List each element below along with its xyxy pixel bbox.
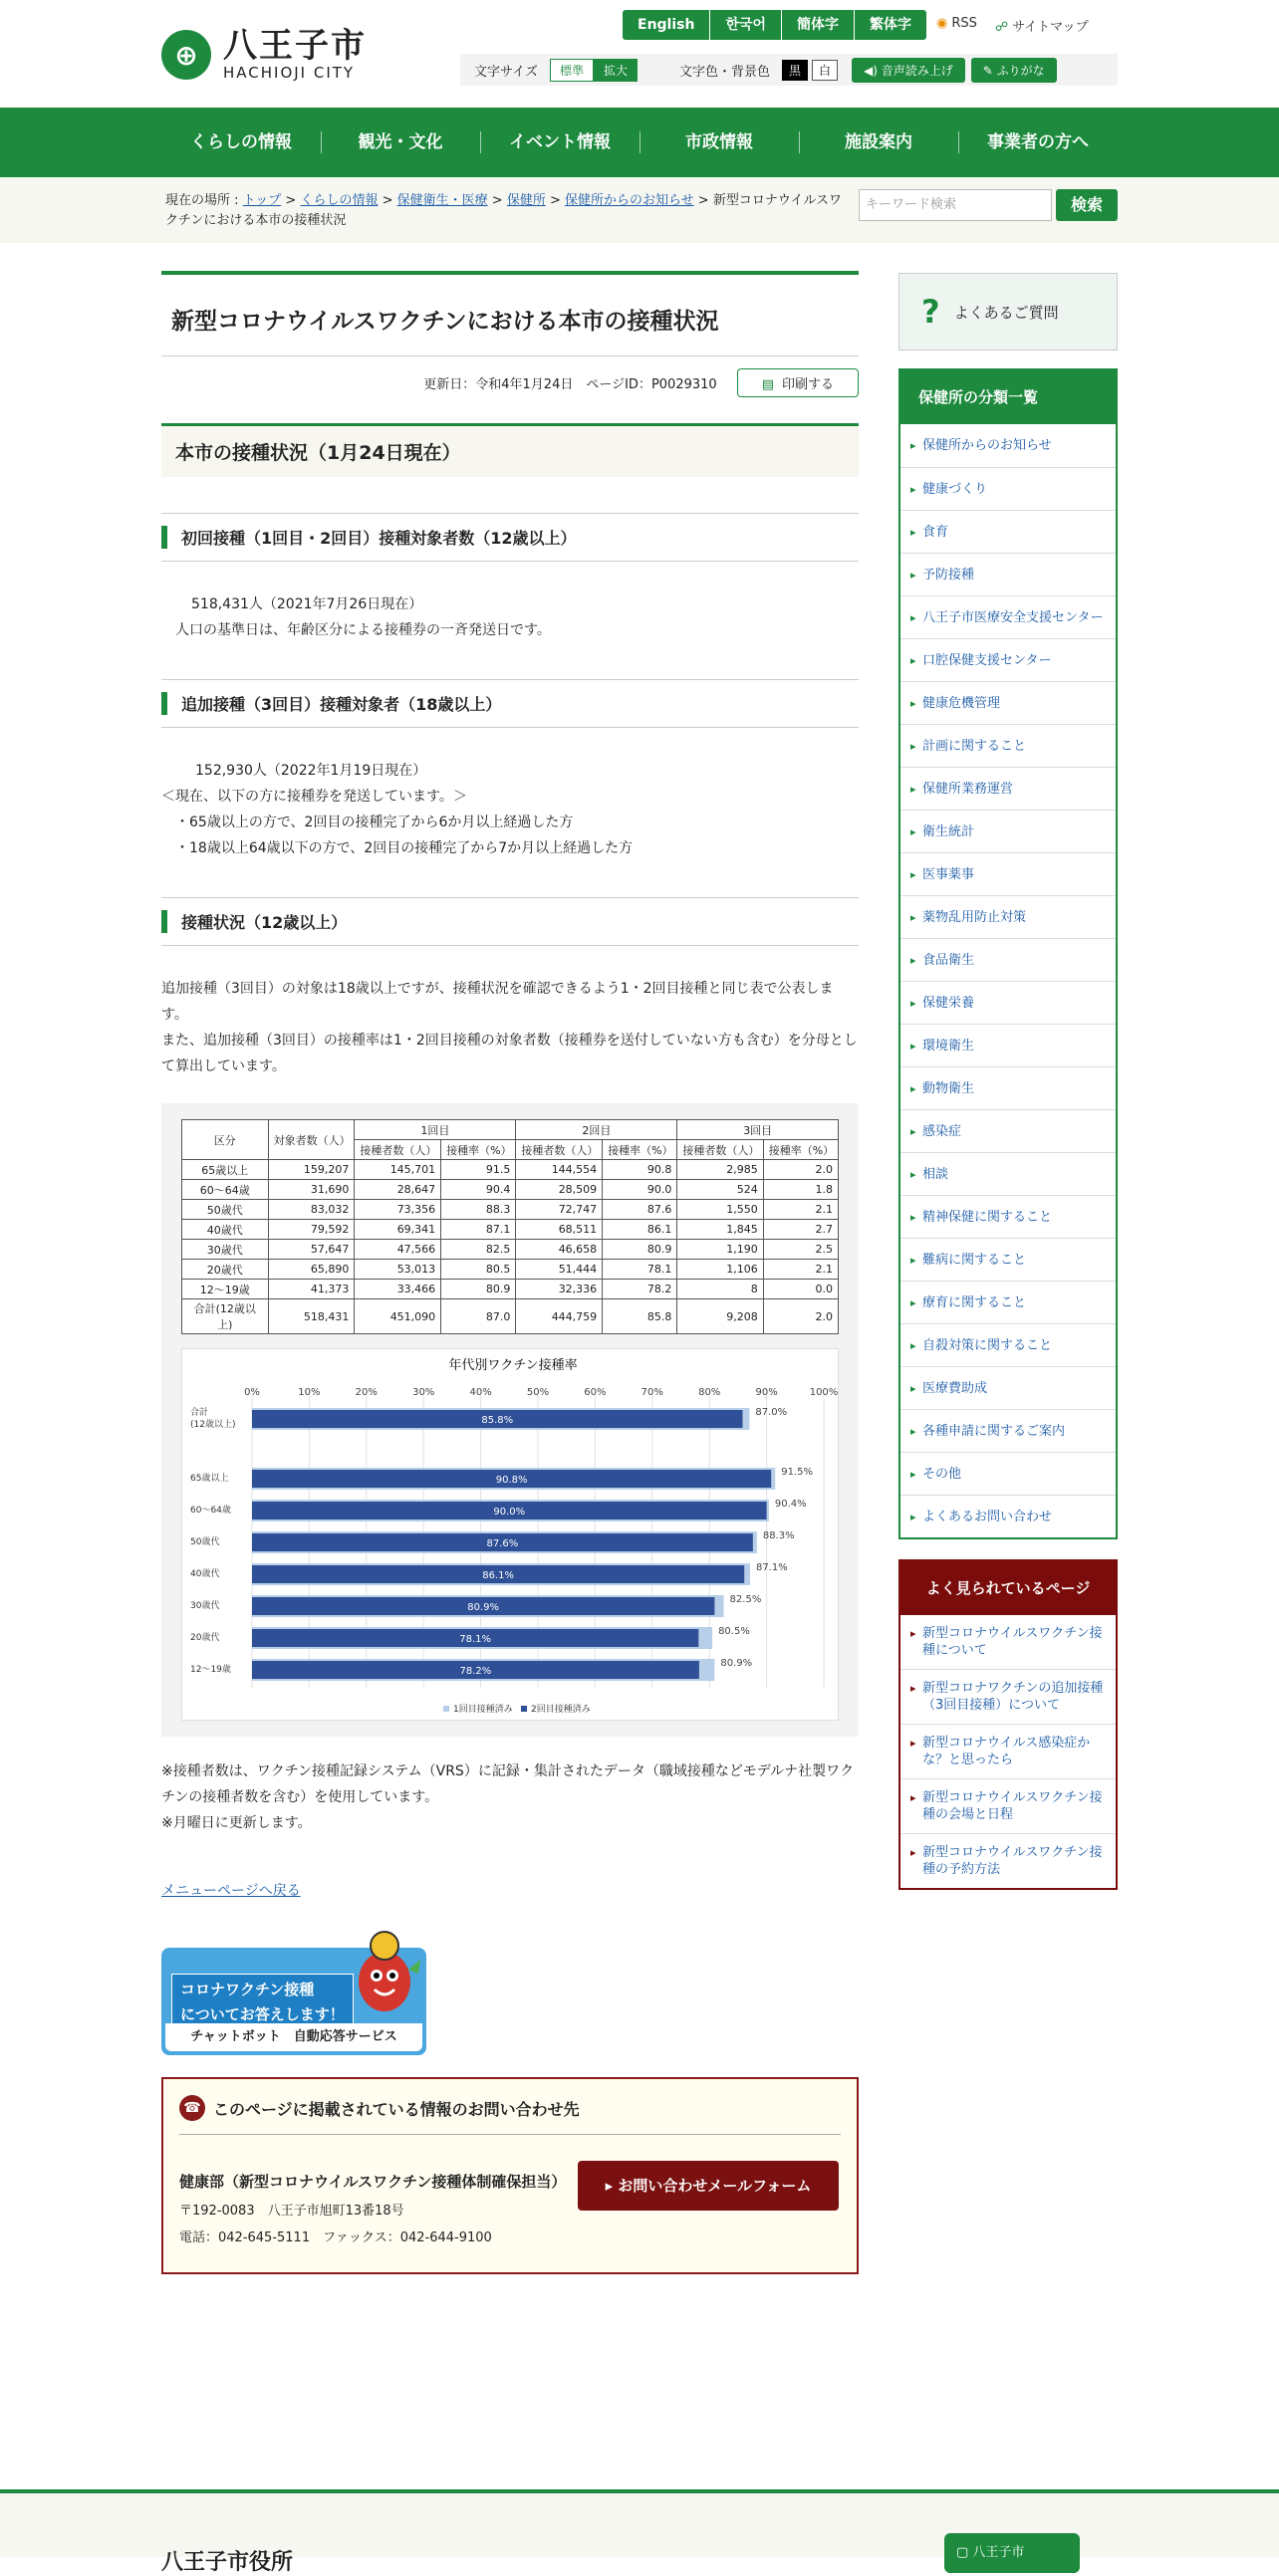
logo-title: 八王子市 [223, 26, 367, 66]
chart-svg [182, 1349, 844, 1722]
popular-link[interactable]: ▸ 新型コロナウイルスワクチン接種の会場と日程 [900, 1778, 1116, 1833]
category-label: 20歳代 [190, 1633, 220, 1643]
notes: ※接種者数は、ワクチン接種記録システム（VRS）に記録・集計されたデータ（職域接種などモデルナ社製ワクチンの接種者数を含む）を使用しています。 ※月曜日に更新します。 [161, 1763, 855, 1831]
table-cell: 1,190 [677, 1240, 763, 1260]
status-figure [161, 1103, 859, 1737]
language-switcher [623, 10, 926, 40]
table-cell: 28,647 [355, 1180, 441, 1200]
color-white-button[interactable]: 白 [812, 60, 838, 81]
th-rate: 接種率（%） [441, 1140, 516, 1160]
accessibility-toolbar [460, 54, 1118, 86]
table-cell: 80.9 [603, 1240, 677, 1260]
table-row [182, 1260, 839, 1280]
category-link[interactable]: ▸ 薬物乱用防止対策 [900, 895, 1116, 938]
page-meta [161, 368, 859, 397]
category-link[interactable]: ▸ 医事薬事 [900, 852, 1116, 895]
table-cell: 28,509 [516, 1180, 603, 1200]
table-cell: 524 [677, 1180, 763, 1200]
table-row-label: 12〜19歳 [182, 1280, 269, 1299]
bar-label-dose2: 90.8% [495, 1475, 528, 1486]
main-content [161, 271, 859, 2274]
category-list [900, 424, 1116, 1537]
footer-name: 八王子市役所 [161, 2550, 294, 2575]
table-cell: 87.0 [441, 1299, 516, 1334]
table-row [182, 1220, 839, 1240]
table-cell: 90.8 [603, 1160, 677, 1180]
crumb-living[interactable]: くらしの情報 [300, 193, 379, 208]
th-rate: 接種率（%） [603, 1140, 677, 1160]
category-label: 合計 [190, 1408, 209, 1418]
table-row-label: 60〜64歳 [182, 1180, 269, 1200]
contact-phone: 電話：042-645-5111 ファックス：042-644-9100 [179, 2230, 492, 2245]
rss-icon: ◉ [936, 16, 948, 31]
table-cell: 1.8 [763, 1180, 838, 1200]
th-rate: 接種率（%） [763, 1140, 838, 1160]
table-cell: 90.0 [603, 1180, 677, 1200]
print-button[interactable]: ▤ 印刷する [737, 368, 859, 397]
lang-traditional-chinese[interactable]: 繁体字 [855, 10, 926, 40]
color-black-button[interactable]: 黒 [782, 60, 808, 81]
logo-subtitle: HACHIOJI CITY [223, 64, 356, 82]
th-count: 接種者数（人） [677, 1140, 763, 1160]
global-nav [0, 108, 1279, 177]
category-link[interactable]: ▸ 相談 [900, 1152, 1116, 1195]
breadcrumb-bar [0, 177, 1279, 243]
sidebar [898, 273, 1118, 1890]
sitemap-icon: ☍ [994, 20, 1009, 35]
x-tick-label: 40% [469, 1387, 492, 1398]
table-cell: 159,207 [268, 1160, 355, 1180]
read-aloud-button[interactable]: ◀) 音声読み上げ [852, 58, 965, 83]
category-link[interactable]: ▸ 自殺対策に関すること [900, 1323, 1116, 1366]
lang-simplified-chinese[interactable]: 簡体字 [782, 10, 855, 40]
category-heading: 保健所の分類一覧 [900, 370, 1116, 424]
furigana-button[interactable]: ✎ ふりがな [971, 58, 1057, 83]
th-dose3: 3回目 [677, 1120, 839, 1140]
bar-label-dose1: 87.1% [755, 1562, 788, 1573]
table-cell: 87.1 [441, 1220, 516, 1240]
table-cell: 80.5 [441, 1260, 516, 1280]
th-count: 接種者数（人） [355, 1140, 441, 1160]
gnav-tourism[interactable]: 観光・文化 [321, 108, 480, 177]
chatbot-title: コロナワクチン接種 についてお答えします！ [171, 1974, 354, 2031]
category-link[interactable]: ▸ 口腔保健支援センター [900, 638, 1116, 681]
gnav-events[interactable]: イベント情報 [480, 108, 640, 177]
question-icon: ? [921, 293, 940, 331]
gnav-business[interactable]: 事業者の方へ [958, 108, 1118, 177]
printer-icon: ▤ [761, 377, 774, 392]
table-cell: 87.6 [603, 1200, 677, 1220]
table-cell: 83,032 [268, 1200, 355, 1220]
gnav-living[interactable]: くらしの情報 [190, 132, 292, 152]
popular-box [898, 1559, 1118, 1890]
bar-label-dose1: 80.9% [720, 1658, 753, 1669]
chatbot-banner[interactable] [161, 1930, 426, 2055]
crumb-health[interactable]: 保健衛生・医療 [396, 193, 488, 208]
table-cell: 91.5 [441, 1160, 516, 1180]
table-cell: 41,373 [268, 1280, 355, 1299]
vaccination-table [181, 1119, 839, 1334]
site-header [0, 0, 1279, 108]
crumb-top[interactable]: トップ [242, 193, 282, 208]
table-cell: 444,759 [516, 1299, 603, 1334]
table-row [182, 1160, 839, 1180]
bar-label-dose1: 82.5% [729, 1594, 762, 1605]
color-label: 文字色・背景色 [679, 64, 771, 80]
table-cell: 2.1 [763, 1260, 838, 1280]
x-tick-label: 90% [755, 1387, 778, 1398]
vaccination-chart [181, 1348, 839, 1721]
gnav-city-info[interactable]: 市政情報 [640, 108, 799, 177]
site-footer [0, 2489, 1279, 2575]
bar-label-dose2: 90.0% [493, 1507, 526, 1518]
table-cell: 144,554 [516, 1160, 603, 1180]
bar-label-dose1: 80.5% [718, 1626, 750, 1637]
bar-label-dose2: 78.2% [459, 1666, 492, 1677]
initial-dose-text: 518,431人（2021年7月26日現在） 人口の基準日は、年齢区分による接種券の一斉発送日です。 [175, 596, 551, 638]
table-cell: 46,658 [516, 1240, 603, 1260]
booster-text: 152,930人（2022年1月19日現在） ＜現在、以下の方に接種券を発送しています。＞ ・65歳以上の方で、2回目の接種完了から6か月以上経過した方 ・18歳以上64歳以下の方で、2回目の接種完了から7か月以上経過した方 [161, 763, 634, 856]
bar-label-dose2: 85.8% [481, 1415, 514, 1426]
lang-korean[interactable]: 한국어 [710, 10, 782, 40]
category-link[interactable]: ▸ 食品衛生 [900, 938, 1116, 981]
category-link[interactable]: ▸ 衛生統計 [900, 810, 1116, 852]
category-link[interactable]: ▸ 健康づくり [900, 467, 1116, 510]
table-row-label: 30歳代 [182, 1240, 269, 1260]
table-cell: 53,013 [355, 1260, 441, 1280]
lang-english[interactable]: English [623, 10, 710, 40]
table-cell: 451,090 [355, 1299, 441, 1334]
table-cell: 79,592 [268, 1220, 355, 1240]
updated-date: 更新日：令和4年1月24日 ページID：P0029310 [423, 377, 717, 392]
table-row [182, 1200, 839, 1220]
category-label: 30歳代 [190, 1601, 220, 1611]
popular-heading: よく見られているページ [900, 1561, 1116, 1615]
table-cell: 88.3 [441, 1200, 516, 1220]
category-link[interactable]: ▸ 各種申請に関するご案内 [900, 1409, 1116, 1452]
x-tick-label: 100% [809, 1387, 839, 1398]
contact-box [161, 2077, 859, 2274]
site-logo[interactable] [161, 28, 367, 82]
table-cell: 2.0 [763, 1299, 838, 1334]
popular-link[interactable]: ▸ 新型コロナワクチンの追加接種（3回目接種）について [900, 1669, 1116, 1724]
category-label: 40歳代 [190, 1569, 220, 1579]
table-cell: 90.4 [441, 1180, 516, 1200]
contact-heading: ☎ このページに掲載されている情報のお問い合わせ先 [179, 2097, 841, 2135]
subsection-initial-dose: 初回接種（1回目・2回目）接種対象者数（12歳以上） [161, 513, 859, 562]
x-tick-label: 10% [298, 1387, 321, 1398]
table-cell: 0.0 [763, 1280, 838, 1299]
legend-swatch-dose1 [443, 1706, 449, 1712]
table-cell: 33,466 [355, 1280, 441, 1299]
table-cell: 8 [677, 1280, 763, 1299]
popular-link[interactable]: ▸ 新型コロナウイルスワクチン接種の予約方法 [900, 1833, 1116, 1888]
category-label: 65歳以上 [190, 1474, 229, 1484]
section-heading: 本市の接種状況（1月24日現在） [161, 423, 859, 477]
table-cell: 72,747 [516, 1200, 603, 1220]
table-cell: 69,341 [355, 1220, 441, 1240]
table-row [182, 1240, 839, 1260]
footer-badge[interactable]: ▢ 八王子市 [944, 2533, 1080, 2573]
table-cell: 2.7 [763, 1220, 838, 1240]
pencil-icon: ✎ [982, 63, 997, 78]
table-cell: 85.8 [603, 1299, 677, 1334]
bar-label-dose2: 86.1% [482, 1570, 514, 1581]
x-tick-label: 60% [584, 1387, 607, 1398]
mascot-icon [343, 1930, 422, 2019]
category-link[interactable]: ▸ 療育に関すること [900, 1281, 1116, 1323]
table-cell: 65,890 [268, 1260, 355, 1280]
category-link[interactable]: ▸ 精神保健に関すること [900, 1195, 1116, 1238]
contact-department: 健康部（新型コロナウイルスワクチン接種体制確保担当） [179, 2173, 567, 2191]
bar-label-dose1: 91.5% [781, 1467, 813, 1478]
th-dose2: 2回目 [516, 1120, 677, 1140]
x-tick-label: 70% [640, 1387, 663, 1398]
table-cell: 86.1 [603, 1220, 677, 1240]
table-row-label: 合計(12歳以上) [182, 1299, 269, 1334]
table-cell: 78.1 [603, 1260, 677, 1280]
table-cell: 1,106 [677, 1260, 763, 1280]
table-row [182, 1180, 839, 1200]
table-row-label: 20歳代 [182, 1260, 269, 1280]
table-cell: 68,511 [516, 1220, 603, 1240]
crumb-health-center[interactable]: 保健所 [506, 193, 546, 208]
x-tick-label: 80% [698, 1387, 721, 1398]
category-label: 12〜19歳 [190, 1665, 231, 1675]
table-cell: 57,647 [268, 1240, 355, 1260]
gnav-facilities[interactable]: 施設案内 [799, 108, 958, 177]
category-label: 50歳代 [190, 1537, 220, 1547]
category-link[interactable]: ▸ 予防接種 [900, 553, 1116, 595]
table-cell: 2.5 [763, 1240, 838, 1260]
table-cell: 73,356 [355, 1200, 441, 1220]
status-text: 追加接種（3回目）の対象は18歳以上ですが、接種状況を確認できるよう1・2回目接種と同じ表で公表します。 また、追加接種（3回目）の接種率は1・2回目接種の対象者数（接種券を送付していない方も含む）を分母として算出しています。 [161, 981, 858, 1074]
font-size-large-button[interactable]: 拡大 [594, 59, 638, 82]
x-tick-label: 50% [526, 1387, 550, 1398]
category-link[interactable]: ▸ 食育 [900, 510, 1116, 553]
page-title: 新型コロナウイルスワクチンにおける本市の接種状況 [161, 271, 859, 356]
bar-label-dose1: 87.0% [755, 1407, 788, 1418]
bar-label-dose2: 80.9% [467, 1602, 500, 1613]
category-link[interactable]: ▸ 難病に関すること [900, 1238, 1116, 1281]
sitemap-link[interactable]: ☍ サイトマップ [994, 20, 1089, 35]
table-cell: 2,985 [677, 1160, 763, 1180]
breadcrumb: 現在の場所 : トップ > くらしの情報 > 保健衛生・医療 > 保健所 > 保健所からのお知らせ > 新型コロナウイルスワクチンにおける本市の接種状況 [165, 193, 843, 228]
table-row-label: 40歳代 [182, 1220, 269, 1240]
popular-link[interactable]: ▸ 新型コロナウイルスワクチン接種について [900, 1615, 1116, 1669]
table-cell: 80.9 [441, 1280, 516, 1299]
contact-address: 〒192-0083 八王子市旭町13番18号 [179, 2204, 404, 2219]
category-label: (12歳以上) [190, 1420, 236, 1430]
table-cell: 51,444 [516, 1260, 603, 1280]
category-link[interactable]: ▸ その他 [900, 1452, 1116, 1495]
subsection-status: 接種状況（12歳以上） [161, 897, 859, 946]
table-cell: 1,550 [677, 1200, 763, 1220]
table-cell: 32,336 [516, 1280, 603, 1299]
category-link[interactable]: ▸ 保健所からのお知らせ [900, 424, 1116, 467]
table-row [182, 1280, 839, 1299]
x-tick-label: 0% [244, 1387, 260, 1398]
subsection-booster: 追加接種（3回目）接種対象者（18歳以上） [161, 679, 859, 728]
phone-icon: ☎ [179, 2095, 205, 2121]
table-row-label: 50歳代 [182, 1200, 269, 1220]
category-label: 60〜64歳 [190, 1506, 231, 1516]
table-cell: 518,431 [268, 1299, 355, 1334]
rss-link[interactable]: ◉ RSS [936, 16, 977, 31]
table-cell: 2.1 [763, 1200, 838, 1220]
legend-label-dose2: 2回目接種済み [531, 1705, 591, 1715]
faq-button[interactable]: ? よくあるご質問 [898, 273, 1118, 351]
th-dose1: 1回目 [355, 1120, 516, 1140]
table-cell: 31,690 [268, 1180, 355, 1200]
popular-link[interactable]: ▸ 新型コロナウイルス感染症かな？と思ったら [900, 1724, 1116, 1778]
th-target: 対象者数（人） [268, 1120, 355, 1160]
table-cell: 9,208 [677, 1299, 763, 1334]
x-tick-label: 20% [355, 1387, 378, 1398]
bar-label-dose1: 90.4% [774, 1499, 807, 1510]
th-count: 接種者数（人） [516, 1140, 603, 1160]
city-emblem-icon: ⊕ [161, 30, 211, 80]
table-cell: 145,701 [355, 1160, 441, 1180]
category-link[interactable]: ▸ よくあるお問い合わせ [900, 1495, 1116, 1537]
search-button[interactable]: 検索 [1056, 189, 1118, 221]
category-link[interactable]: ▸ 八王子市医療安全支援センター [900, 595, 1116, 638]
category-link[interactable]: ▸ 保健栄養 [900, 981, 1116, 1024]
table-cell: 1,845 [677, 1220, 763, 1240]
chart-title: 年代別ワクチン接種率 [448, 1358, 578, 1373]
table-cell: 78.2 [603, 1280, 677, 1299]
category-link[interactable]: ▸ 動物衛生 [900, 1066, 1116, 1109]
contact-mail-button[interactable]: ▸ お問い合わせメールフォーム [578, 2161, 839, 2211]
x-tick-label: 30% [412, 1387, 435, 1398]
category-link[interactable]: ▸ 計画に関すること [900, 724, 1116, 767]
popular-list [900, 1615, 1116, 1888]
crumb-current: 新型コロナウイルスワクチンにおける本市の接種状況 [165, 193, 843, 228]
category-link[interactable]: ▸ 保健所業務運営 [900, 767, 1116, 810]
bar-label-dose2: 87.6% [486, 1538, 519, 1549]
table-cell: 2.0 [763, 1160, 838, 1180]
category-link[interactable]: ▸ 健康危機管理 [900, 681, 1116, 724]
font-size-standard-button[interactable]: 標準 [550, 59, 594, 82]
search-input[interactable]: キーワード検索 [859, 189, 1052, 221]
back-to-menu-link[interactable]: メニューページへ戻る [161, 1883, 301, 1899]
chatbot-subtitle: チャットボット 自動応答サービス [165, 2023, 422, 2051]
table-cell: 47,566 [355, 1240, 441, 1260]
legend-label-dose1: 1回目接種済み [453, 1705, 513, 1715]
category-link[interactable]: ▸ 感染症 [900, 1109, 1116, 1152]
category-box [898, 368, 1118, 1539]
table-row [182, 1299, 839, 1334]
bar-label-dose2: 78.1% [459, 1634, 492, 1645]
category-link[interactable]: ▸ 環境衛生 [900, 1024, 1116, 1066]
category-link[interactable]: ▸ 医療費助成 [900, 1366, 1116, 1409]
font-size-label: 文字サイズ [474, 64, 538, 80]
legend-swatch-dose2 [521, 1706, 527, 1712]
crumb-notices[interactable]: 保健所からのお知らせ [565, 193, 694, 208]
bar-label-dose1: 88.3% [762, 1530, 795, 1541]
table-cell: 82.5 [441, 1240, 516, 1260]
table-row-label: 65歳以上 [182, 1160, 269, 1180]
th-category: 区分 [182, 1120, 269, 1160]
speaker-icon: ◀) [864, 63, 882, 78]
